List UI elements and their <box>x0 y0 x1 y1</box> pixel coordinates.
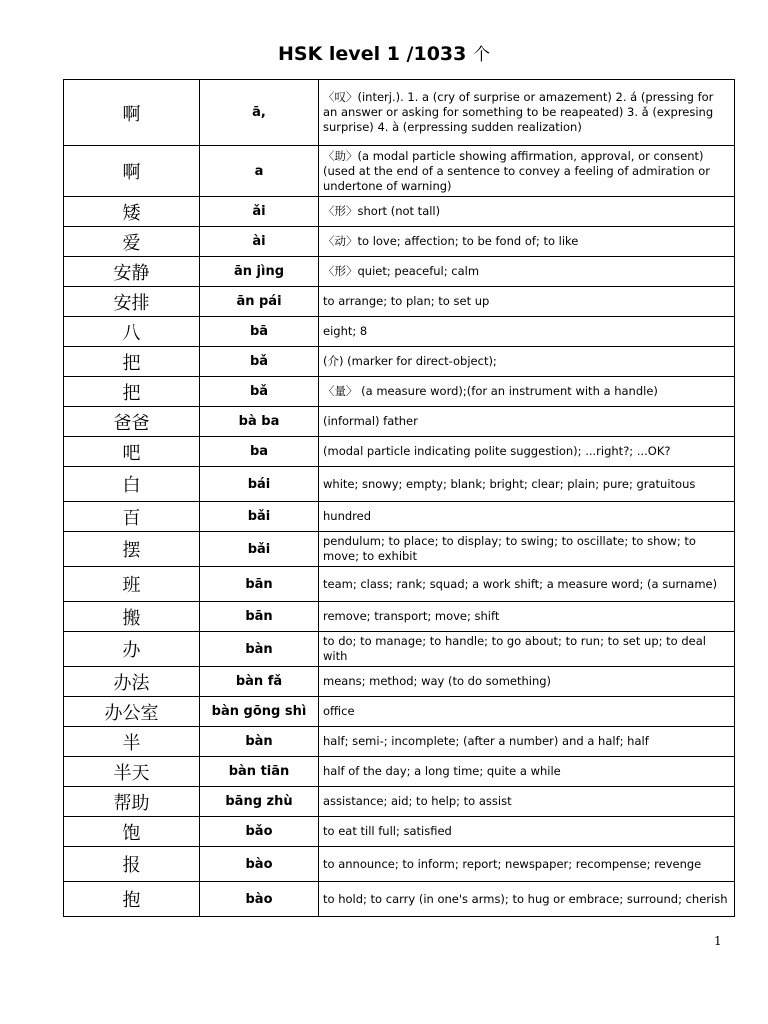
pinyin-cell: bān <box>200 602 319 632</box>
table-row <box>64 80 735 146</box>
table-row <box>64 287 735 317</box>
pinyin-cell: bǎ <box>200 377 319 407</box>
pinyin-cell: ài <box>200 227 319 257</box>
pinyin-cell: a <box>200 146 319 197</box>
meaning-cell: remove; transport; move; shift <box>319 602 735 632</box>
meaning-cell: to do; to manage; to handle; to go about; to run; to set up; to deal with <box>319 632 735 667</box>
meaning-cell: 〈形〉quiet; peaceful; calm <box>319 257 735 287</box>
hanzi-cell: 吧 <box>64 437 200 467</box>
table-row <box>64 347 735 377</box>
hanzi-cell: 饱 <box>64 817 200 847</box>
meaning-cell: pendulum; to place; to display; to swing; to oscillate; to show; to move; to exhibit <box>319 532 735 567</box>
pinyin-cell: bàn <box>200 727 319 757</box>
hanzi-cell: 百 <box>64 502 200 532</box>
meaning-cell: team; class; rank; squad; a work shift; a measure word; (a surname) <box>319 567 735 602</box>
page-title-measure-char: 个 <box>473 45 490 65</box>
hanzi-cell: 八 <box>64 317 200 347</box>
pinyin-cell: bāng zhù <box>200 787 319 817</box>
hanzi-cell: 啊 <box>64 146 200 197</box>
pinyin-cell: bàn fǎ <box>200 667 319 697</box>
table-row <box>64 502 735 532</box>
hanzi-cell: 半 <box>64 727 200 757</box>
pinyin-cell: bǎo <box>200 817 319 847</box>
hanzi-cell: 白 <box>64 467 200 502</box>
meaning-cell: half; semi-; incomplete; (after a number) and a half; half <box>319 727 735 757</box>
table-row <box>64 377 735 407</box>
meaning-cell: to eat till full; satisfied <box>319 817 735 847</box>
pinyin-cell: bào <box>200 847 319 882</box>
meaning-cell: to arrange; to plan; to set up <box>319 287 735 317</box>
table-row <box>64 787 735 817</box>
meaning-cell: to hold; to carry (in one's arms); to hug or embrace; surround; cherish <box>319 882 735 917</box>
meaning-cell: to announce; to inform; report; newspaper; recompense; revenge <box>319 847 735 882</box>
pinyin-cell: bǎ <box>200 347 319 377</box>
table-row <box>64 667 735 697</box>
meaning-cell: assistance; aid; to help; to assist <box>319 787 735 817</box>
hanzi-cell: 办 <box>64 632 200 667</box>
table-row <box>64 227 735 257</box>
hanzi-cell: 爱 <box>64 227 200 257</box>
pinyin-cell: bái <box>200 467 319 502</box>
meaning-cell: (informal) father <box>319 407 735 437</box>
hanzi-cell: 摆 <box>64 532 200 567</box>
meaning-cell: half of the day; a long time; quite a while <box>319 757 735 787</box>
pinyin-cell: bàn tiān <box>200 757 319 787</box>
meaning-cell: means; method; way (to do something) <box>319 667 735 697</box>
hanzi-cell: 啊 <box>64 80 200 146</box>
pinyin-cell: bà ba <box>200 407 319 437</box>
table-row <box>64 437 735 467</box>
hanzi-cell: 把 <box>64 377 200 407</box>
table-row <box>64 257 735 287</box>
hanzi-cell: 安排 <box>64 287 200 317</box>
table-row <box>64 197 735 227</box>
page-title-main: HSK level 1 /1033 <box>277 43 467 65</box>
pinyin-cell: ba <box>200 437 319 467</box>
hanzi-cell: 搬 <box>64 602 200 632</box>
meaning-cell: (介) (marker for direct-object); <box>319 347 735 377</box>
meaning-cell: 〈动〉to love; affection; to be fond of; to like <box>319 227 735 257</box>
pinyin-cell: bàn gōng shì <box>200 697 319 727</box>
hanzi-cell: 班 <box>64 567 200 602</box>
meaning-cell: white; snowy; empty; blank; bright; clear; plain; pure; gratuitous <box>319 467 735 502</box>
hanzi-cell: 帮助 <box>64 787 200 817</box>
table-row <box>64 532 735 567</box>
hanzi-cell: 爸爸 <box>64 407 200 437</box>
hanzi-cell: 办公室 <box>64 697 200 727</box>
page-title <box>0 40 768 65</box>
table-row <box>64 317 735 347</box>
hanzi-cell: 抱 <box>64 882 200 917</box>
table-row <box>64 882 735 917</box>
table-row <box>64 847 735 882</box>
table-row <box>64 757 735 787</box>
hanzi-cell: 把 <box>64 347 200 377</box>
vocabulary-table-body <box>64 80 735 917</box>
pinyin-cell: bā <box>200 317 319 347</box>
meaning-cell: 〈叹〉(interj.). 1. a (cry of surprise or amazement) 2. á (pressing for an answer or asking for something to be reapeated) 3. ǎ (expresing surprise) 4. à (erpressing sudden realization) <box>319 80 735 146</box>
table-row <box>64 602 735 632</box>
meaning-cell: (modal particle indicating polite suggestion); ...right?; ...OK? <box>319 437 735 467</box>
meaning-cell: 〈量〉 (a measure word);(for an instrument with a handle) <box>319 377 735 407</box>
pinyin-cell: ān jìng <box>200 257 319 287</box>
pinyin-cell: ā, <box>200 80 319 146</box>
meaning-cell: 〈助〉(a modal particle showing affirmation, approval, or consent) (used at the end of a sentence to convey a feeling of admiration or undertone of warning) <box>319 146 735 197</box>
hanzi-cell: 半天 <box>64 757 200 787</box>
table-row <box>64 407 735 437</box>
pinyin-cell: bān <box>200 567 319 602</box>
table-row <box>64 567 735 602</box>
pinyin-cell: ān pái <box>200 287 319 317</box>
pinyin-cell: bào <box>200 882 319 917</box>
table-row <box>64 632 735 667</box>
table-row <box>64 146 735 197</box>
meaning-cell: office <box>319 697 735 727</box>
hanzi-cell: 安静 <box>64 257 200 287</box>
table-row <box>64 817 735 847</box>
pinyin-cell: bǎi <box>200 532 319 567</box>
table-row <box>64 467 735 502</box>
hanzi-cell: 报 <box>64 847 200 882</box>
hanzi-cell: 办法 <box>64 667 200 697</box>
pinyin-cell: ǎi <box>200 197 319 227</box>
vocabulary-table <box>63 79 735 917</box>
meaning-cell: hundred <box>319 502 735 532</box>
meaning-cell: eight; 8 <box>319 317 735 347</box>
hanzi-cell: 矮 <box>64 197 200 227</box>
meaning-cell: 〈形〉short (not tall) <box>319 197 735 227</box>
pinyin-cell: bǎi <box>200 502 319 532</box>
table-row <box>64 727 735 757</box>
pinyin-cell: bàn <box>200 632 319 667</box>
page-number: 1 <box>714 934 722 948</box>
table-row <box>64 697 735 727</box>
